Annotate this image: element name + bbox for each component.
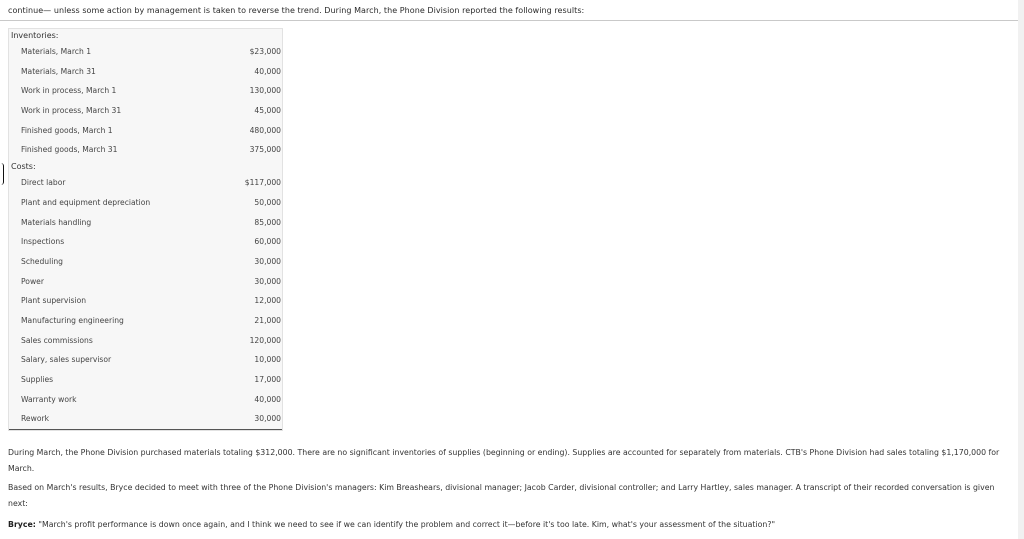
cost-row [9, 232, 282, 252]
cost-row [9, 213, 282, 233]
inventory-row [9, 42, 282, 62]
inventory-label: Materials, March 31 [21, 66, 96, 76]
inventory-row [9, 62, 282, 82]
cost-value: 85,000 [254, 217, 281, 227]
cost-row [9, 291, 282, 311]
cost-value: 30,000 [254, 256, 281, 266]
inventory-label: Finished goods, March 31 [21, 145, 118, 155]
inventory-row [9, 81, 282, 101]
cost-label: Warranty work [21, 394, 77, 404]
scrollbar[interactable] [1018, 0, 1024, 539]
cost-label: Inspections [21, 237, 65, 247]
cost-row [9, 173, 282, 193]
cost-row [9, 311, 282, 331]
inventory-value: 480,000 [249, 125, 281, 135]
inventory-label: Finished goods, March 1 [21, 125, 113, 135]
cost-value: 120,000 [249, 335, 281, 345]
inventory-value: 375,000 [249, 145, 281, 155]
inventory-row [9, 101, 282, 121]
meeting-paragraph: Based on March's results, Bryce decided to meet with three of the Phone Division's managers: Kim Breashears, divisional manager; Jacob Carder, divisional controller; and Larry Hartley, sales manager. A transcript of their recorded conversation is given next: [8, 483, 995, 508]
cost-label: Plant supervision [21, 296, 87, 306]
cost-row [9, 390, 282, 410]
cost-label: Manufacturing engineering [21, 315, 124, 325]
speaker-name: Bryce: [8, 520, 36, 529]
cost-label: Materials handling [21, 217, 92, 227]
cost-value: 50,000 [254, 197, 281, 207]
inventories-heading: Inventories: [11, 31, 59, 40]
inventory-row [9, 121, 282, 141]
cost-row [9, 272, 282, 292]
cost-label: Scheduling [21, 256, 63, 266]
results-table [8, 28, 283, 431]
costs-heading: Costs: [11, 162, 36, 172]
materials-purchase-paragraph: During March, the Phone Division purchased materials totaling $312,000. There are no significant inventories of supplies (beginning or ending). Supplies are accounted for separately from materials. CTB's Phone Division had sales totaling $1,170,000 for March. [8, 448, 1000, 473]
cost-label: Rework [21, 414, 49, 424]
cost-label: Plant and equipment depreciation [21, 197, 151, 207]
inventory-label: Work in process, March 31 [21, 106, 122, 116]
inventory-value: $23,000 [249, 47, 281, 56]
cost-label: Sales commissions [21, 335, 93, 345]
inventory-label: Work in process, March 1 [21, 86, 117, 96]
cost-label: Supplies [21, 375, 54, 384]
cost-value: 10,000 [254, 355, 281, 365]
dialogue-line [8, 517, 1008, 533]
cost-value: $117,000 [244, 178, 281, 188]
cost-label: Power [21, 276, 44, 286]
cost-value: 40,000 [254, 394, 281, 404]
dialogue-text: "March's profit performance is down once again, and I think we need to see if we can identify the problem and correct it—before it's too late. Kim, what's your assessment of the situation?" [35, 520, 776, 529]
cost-value: 21,000 [254, 315, 281, 325]
cost-value: 17,000 [254, 375, 281, 384]
cost-row [9, 331, 282, 351]
cost-value: 60,000 [254, 237, 281, 247]
cost-value: 30,000 [254, 414, 281, 424]
inventory-value: 45,000 [254, 106, 281, 116]
inventory-value: 40,000 [254, 66, 281, 76]
inventory-value: 130,000 [249, 86, 281, 96]
cost-row [9, 252, 282, 272]
intro-text: continue— unless some action by management is taken to reverse the trend. During March, the Phone Division reported the following results: [8, 6, 585, 15]
inventory-row [9, 140, 282, 160]
cost-value: 12,000 [254, 296, 281, 306]
inventory-label: Materials, March 1 [21, 47, 92, 56]
left-edge-bracket [0, 163, 4, 185]
cost-value: 30,000 [254, 276, 281, 286]
cost-label: Salary, sales supervisor [21, 355, 112, 365]
header-divider [0, 20, 1024, 21]
cost-label: Direct labor [21, 178, 66, 188]
cost-row [9, 193, 282, 213]
cost-row [9, 409, 282, 430]
cost-row [9, 370, 282, 390]
cost-row [9, 350, 282, 370]
